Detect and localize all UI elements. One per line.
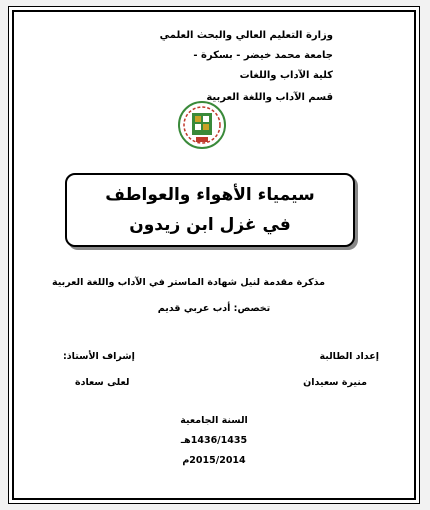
page-border: [12, 10, 416, 500]
student-name: منيرة سعيدان: [303, 377, 367, 388]
supervisor-label: إشراف الأستاذ:: [63, 351, 135, 362]
supervisor-name: لعلى سعادة: [75, 377, 130, 388]
thesis-title-line1: سيمياء الأهواء والعواطف: [105, 185, 315, 205]
student-label: إعداد الطالبة: [319, 351, 379, 362]
university-emblem-icon: [177, 99, 227, 151]
academic-year-label: السنة الجامعية: [180, 415, 248, 426]
faculty-name: كلية الآداب واللغات: [239, 70, 333, 81]
department-name: قسم الآداب واللغة العربية: [206, 92, 333, 103]
academic-year-gregorian: 2015/2014م: [182, 455, 246, 466]
university-name: جامعة محمد خيضر - بسكرة -: [193, 50, 333, 61]
ministry-name: وزارة التعليم العالي والبحث العلمي: [159, 30, 333, 41]
specialty: تخصص: أدب عربي قديم: [157, 303, 271, 314]
thesis-title-box: [65, 173, 355, 247]
document-page: [8, 6, 420, 504]
thesis-title-line2: في غزل ابن زيدون: [129, 215, 291, 235]
academic-year-hijri: 1436/1435هـ: [180, 435, 248, 446]
thesis-note: مذكرة مقدمة لنيل شهادة الماستر في الآداب واللغة العربية: [52, 277, 325, 288]
